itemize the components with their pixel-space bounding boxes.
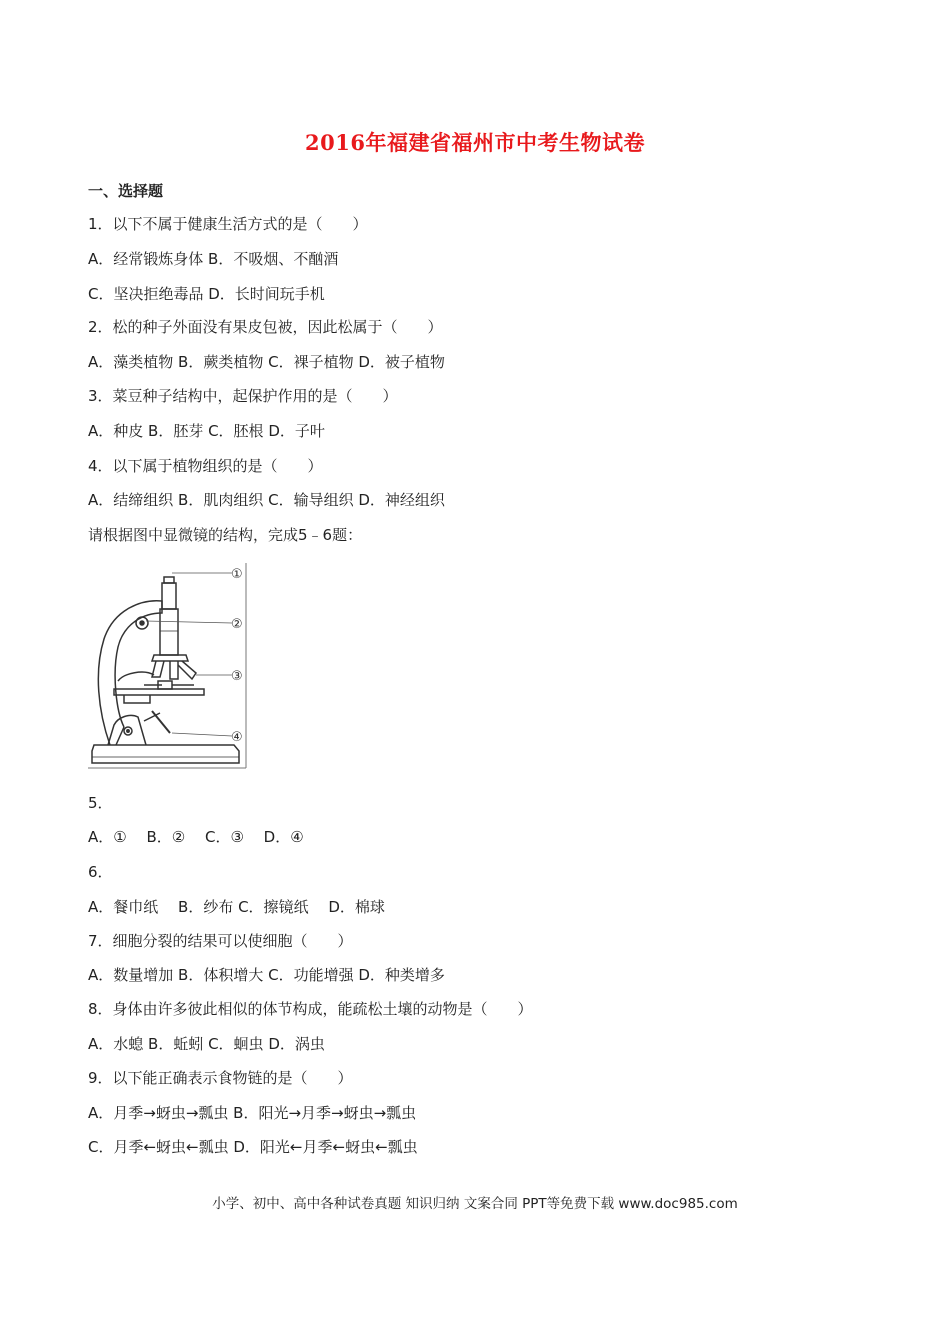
microscope-figure <box>84 561 250 773</box>
question-7-options: A．数量增加 B．体积增大 C．功能增强 D．种类增多 <box>88 966 445 984</box>
question-8-options: A．水螅 B．蚯蚓 C．蛔虫 D．涡虫 <box>88 1035 325 1053</box>
question-3-options: A．种皮 B．胚芽 C．胚根 D．子叶 <box>88 422 325 440</box>
question-9-options-cd: C．月季←蚜虫←瓢虫 D．阳光←月季←蚜虫←瓢虫 <box>88 1138 418 1156</box>
footer-text: 小学、初中、高中各种试卷真题 知识归纳 文案合同 PPT等免费下载 www.doc985.com <box>212 1196 738 1212</box>
microscope-diagram <box>84 561 250 773</box>
question-3: 3．菜豆种子结构中，起保护作用的是（ ） <box>88 387 398 405</box>
label-1: ① <box>231 567 243 582</box>
section-heading: 一、选择题 <box>88 182 164 200</box>
question-9: 9．以下能正确表示食物链的是（ ） <box>88 1069 353 1087</box>
question-6-options: A．餐巾纸 B．纱布 C．擦镜纸 D．棉球 <box>88 898 385 916</box>
question-2-options: A．藻类植物 B．蕨类植物 C．裸子植物 D．被子植物 <box>88 353 445 371</box>
question-1: 1．以下不属于健康生活方式的是（ ） <box>88 215 368 233</box>
question-1-options-cd: C．坚决拒绝毒品 D．长时间玩手机 <box>88 285 325 303</box>
page-title: 2016年福建省福州市中考生物试卷 <box>305 130 645 155</box>
label-3: ③ <box>231 669 243 684</box>
label-2: ② <box>231 617 243 632</box>
question-4-options: A．结缔组织 B．肌肉组织 C．输导组织 D．神经组织 <box>88 491 445 509</box>
question-7: 7．细胞分裂的结果可以使细胞（ ） <box>88 932 353 950</box>
question-6: 6． <box>88 863 113 881</box>
question-9-options-ab: A．月季→蚜虫→瓢虫 B．阳光→月季→蚜虫→瓢虫 <box>88 1104 417 1122</box>
question-2: 2．松的种子外面没有果皮包被，因此松属于（ ） <box>88 318 443 336</box>
question-4: 4．以下属于植物组织的是（ ） <box>88 457 323 475</box>
question-5-options: A．① B．② C．③ D．④ <box>88 828 304 846</box>
question-5: 5． <box>88 794 113 812</box>
question-1-options-ab: A．经常锻炼身体 B．不吸烟、不酗酒 <box>88 250 339 268</box>
figure-instruction: 请根据图中显微镜的结构，完成5﹣6题： <box>88 526 363 544</box>
label-4: ④ <box>231 730 243 745</box>
question-8: 8．身体由许多彼此相似的体节构成，能疏松土壤的动物是（ ） <box>88 1000 533 1018</box>
